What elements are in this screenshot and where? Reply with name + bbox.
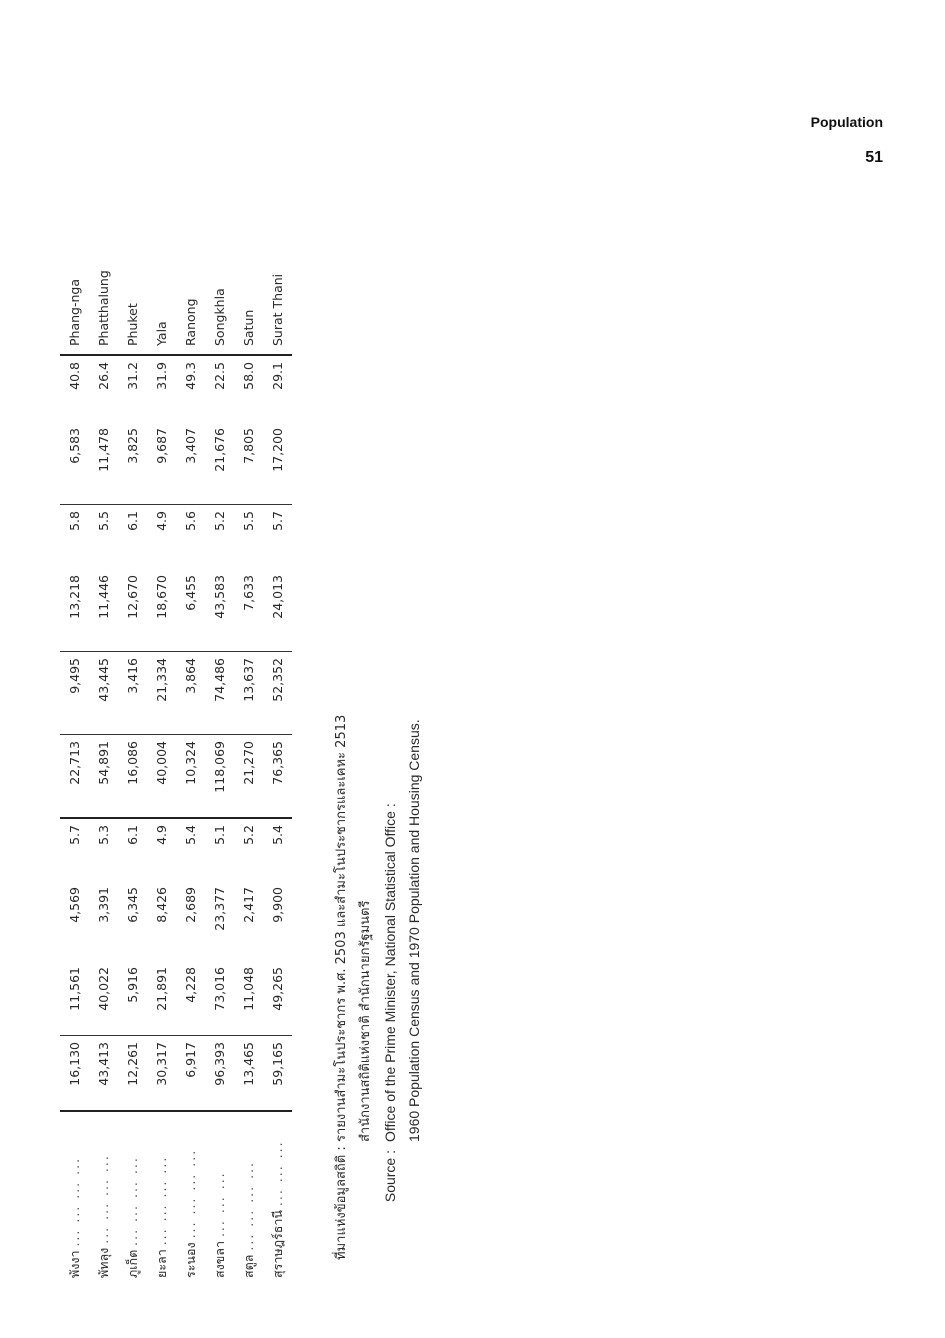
source-en-line-2 bbox=[402, 460, 426, 1260]
table-cell: 5,916 bbox=[118, 961, 147, 1036]
leader-dots: ... ... ... ... bbox=[95, 1154, 111, 1244]
leader-dots: ... ... ... bbox=[211, 1171, 227, 1238]
province-thai-label: ระนอง bbox=[182, 1242, 198, 1278]
province-thai-name bbox=[60, 1111, 89, 1278]
leader-dots: ... ... ... ... bbox=[153, 1155, 169, 1246]
table-cell: 52,352 bbox=[263, 652, 292, 735]
source-note bbox=[330, 460, 420, 1260]
page-number: 51 bbox=[865, 149, 883, 166]
table-row bbox=[263, 250, 292, 1278]
table-cell: 6,917 bbox=[176, 1036, 205, 1112]
province-thai-label: ยะลา bbox=[153, 1249, 169, 1278]
province-thai-name bbox=[234, 1111, 263, 1278]
table-cell: 2,417 bbox=[241, 887, 256, 923]
table-cell: 10,324 bbox=[176, 735, 205, 819]
running-title: Population bbox=[810, 114, 883, 130]
table-cell: 21,676 bbox=[205, 422, 234, 505]
table-row bbox=[89, 250, 118, 1278]
table-cell: 16,130 bbox=[60, 1036, 89, 1112]
table-cell: 5.8 bbox=[67, 511, 82, 531]
table-cell: 5.7 bbox=[67, 825, 82, 845]
table-cell: 118,069 bbox=[205, 735, 234, 819]
table-cell: 31.2 bbox=[125, 362, 140, 390]
table-cell: 23,377 bbox=[212, 887, 227, 931]
table-cell: 49,265 bbox=[263, 961, 292, 1036]
leader-dots: ... ... ... ... bbox=[182, 1148, 198, 1239]
table-cell: 40,004 bbox=[147, 735, 176, 819]
table-cell: 43,445 bbox=[89, 652, 118, 735]
province-thai-name bbox=[176, 1111, 205, 1278]
table-cell: 3,825 bbox=[118, 422, 147, 505]
leader-dots: ... ... ... bbox=[269, 1140, 285, 1207]
province-thai-label: ภูเก็ต bbox=[124, 1249, 140, 1278]
province-thai-label: สุราษฎร์ธานี bbox=[269, 1210, 285, 1278]
province-thai-label: สงขลา bbox=[211, 1241, 227, 1278]
province-english-name: Satun bbox=[234, 250, 263, 355]
table-cell: 5.2 bbox=[241, 825, 256, 845]
table-cell: 3,391 bbox=[96, 887, 111, 923]
table-cell: 7,805 bbox=[234, 422, 263, 505]
table-cell: 3,864 bbox=[176, 652, 205, 735]
table-cell: 13,218 bbox=[60, 569, 89, 652]
table-cell: 5.6 bbox=[183, 511, 198, 531]
province-english-name: Yala bbox=[147, 250, 176, 355]
table-cell: 49.3 bbox=[183, 362, 198, 390]
table-cell: 12,670 bbox=[118, 569, 147, 652]
table-cell: 5.7 bbox=[270, 511, 285, 531]
table-row bbox=[176, 250, 205, 1278]
table-cell: 43,583 bbox=[205, 569, 234, 652]
table-cell: 7,633 bbox=[234, 569, 263, 652]
table-cell: 5.2 bbox=[212, 511, 227, 531]
table-cell: 11,446 bbox=[89, 569, 118, 652]
province-thai-name bbox=[89, 1111, 118, 1278]
table-cell: 22,713 bbox=[60, 735, 89, 819]
table-cell: 5.4 bbox=[270, 825, 285, 845]
table-cell: 6.1 bbox=[125, 511, 140, 531]
province-thai-label: สตูล bbox=[240, 1254, 256, 1278]
table-cell: 5.5 bbox=[241, 511, 256, 531]
source-en-text-1: Office of the Prime Minister, National Statistical Office : bbox=[382, 803, 398, 1142]
table-cell: 2,689 bbox=[183, 887, 198, 923]
table-cell: 18,670 bbox=[147, 569, 176, 652]
table-cell: 6,345 bbox=[125, 887, 140, 923]
source-thai-line-2 bbox=[354, 460, 378, 1260]
table-cell: 43,413 bbox=[89, 1036, 118, 1112]
table-cell: 5.5 bbox=[96, 511, 111, 531]
table-cell: 6,455 bbox=[176, 569, 205, 652]
table-cell: 9,495 bbox=[60, 652, 89, 735]
table-cell: 13,465 bbox=[234, 1036, 263, 1112]
table-cell: 9,900 bbox=[270, 887, 285, 923]
table-row bbox=[60, 250, 89, 1278]
leader-dots: ... ... ... ... bbox=[66, 1156, 82, 1247]
table-cell: 9,687 bbox=[147, 422, 176, 505]
table-cell: 5.3 bbox=[96, 825, 111, 845]
table-cell: 24,013 bbox=[263, 569, 292, 652]
table-cell: 96,393 bbox=[205, 1036, 234, 1112]
table-cell: 11,048 bbox=[234, 961, 263, 1036]
table-cell: 3,407 bbox=[176, 422, 205, 505]
source-en-text-2: 1960 Population Census and 1970 Population and Housing Census. bbox=[406, 719, 422, 1142]
table-cell: 74,486 bbox=[205, 652, 234, 735]
table-row bbox=[234, 250, 263, 1278]
table-cell: 26.4 bbox=[96, 362, 111, 390]
table-cell: 59,165 bbox=[263, 1036, 292, 1112]
table-cell: 4.9 bbox=[154, 825, 169, 845]
table-cell: 5.1 bbox=[212, 825, 227, 845]
leader-dots: ... ... ... ... bbox=[240, 1160, 256, 1251]
table-cell: 11,561 bbox=[60, 961, 89, 1036]
table-cell: 21,334 bbox=[147, 652, 176, 735]
source-en-label: Source : bbox=[382, 1150, 398, 1203]
table-cell: 6,583 bbox=[60, 422, 89, 505]
table-row bbox=[147, 250, 176, 1278]
province-thai-name bbox=[205, 1111, 234, 1278]
table-cell: 4.9 bbox=[154, 511, 169, 531]
rotated-table bbox=[60, 178, 295, 1278]
province-english-name: Ranong bbox=[176, 250, 205, 355]
province-english-name: Phatthalung bbox=[89, 250, 118, 355]
table-row bbox=[205, 250, 234, 1278]
province-english-name: Phang-nga bbox=[60, 250, 89, 355]
table-cell: 16,086 bbox=[118, 735, 147, 819]
table-cell: 76,365 bbox=[263, 735, 292, 819]
table-cell: 6.1 bbox=[125, 825, 140, 845]
table-cell: 21,270 bbox=[234, 735, 263, 819]
table-cell: 40,022 bbox=[89, 961, 118, 1036]
province-thai-label: พัทลุง bbox=[95, 1247, 111, 1278]
table-cell: 30,317 bbox=[147, 1036, 176, 1112]
table-row bbox=[118, 250, 147, 1278]
table-cell: 17,200 bbox=[263, 422, 292, 505]
table-cell: 11,478 bbox=[89, 422, 118, 505]
province-english-name: Phuket bbox=[118, 250, 147, 355]
province-english-name: Surat Thani bbox=[263, 250, 292, 355]
table-cell: 58.0 bbox=[241, 362, 256, 390]
source-thai-text-2: สำนักงานสถิติแห่งชาติ สำนักนายกรัฐมนตรี bbox=[358, 900, 373, 1142]
table-cell: 22.5 bbox=[212, 362, 227, 390]
table-cell: 73,016 bbox=[205, 961, 234, 1036]
table-cell: 29.1 bbox=[270, 362, 285, 390]
table-cell: 12,261 bbox=[118, 1036, 147, 1112]
province-english-name: Songkhla bbox=[205, 250, 234, 355]
leader-dots: ... ... ... ... bbox=[124, 1156, 140, 1246]
table-cell: 40.8 bbox=[67, 362, 82, 390]
table-cell: 3,416 bbox=[118, 652, 147, 735]
source-en-line-1 bbox=[378, 460, 402, 1260]
table-cell: 54,891 bbox=[89, 735, 118, 819]
population-table bbox=[60, 250, 292, 1278]
table-cell: 4,569 bbox=[67, 887, 82, 923]
province-thai-name bbox=[118, 1111, 147, 1278]
table-cell: 31.9 bbox=[154, 362, 169, 390]
table-cell: 13,637 bbox=[234, 652, 263, 735]
province-thai-label: พังงา bbox=[66, 1250, 82, 1278]
table-cell: 4,228 bbox=[176, 961, 205, 1036]
source-thai-label: ที่มาแห่งข้อมูลสถิติ : bbox=[334, 1146, 349, 1260]
source-thai-text-1: รายงานสำมะโนประชากร พ.ศ. 2503 และสำมะโนประชากรและเคหะ 2513 bbox=[334, 714, 349, 1142]
province-thai-name bbox=[263, 1111, 292, 1278]
province-thai-name bbox=[147, 1111, 176, 1278]
source-thai-line-1 bbox=[330, 460, 354, 1260]
table-cell: 8,426 bbox=[154, 887, 169, 923]
table-cell: 21,891 bbox=[147, 961, 176, 1036]
table-cell: 5.4 bbox=[183, 825, 198, 845]
